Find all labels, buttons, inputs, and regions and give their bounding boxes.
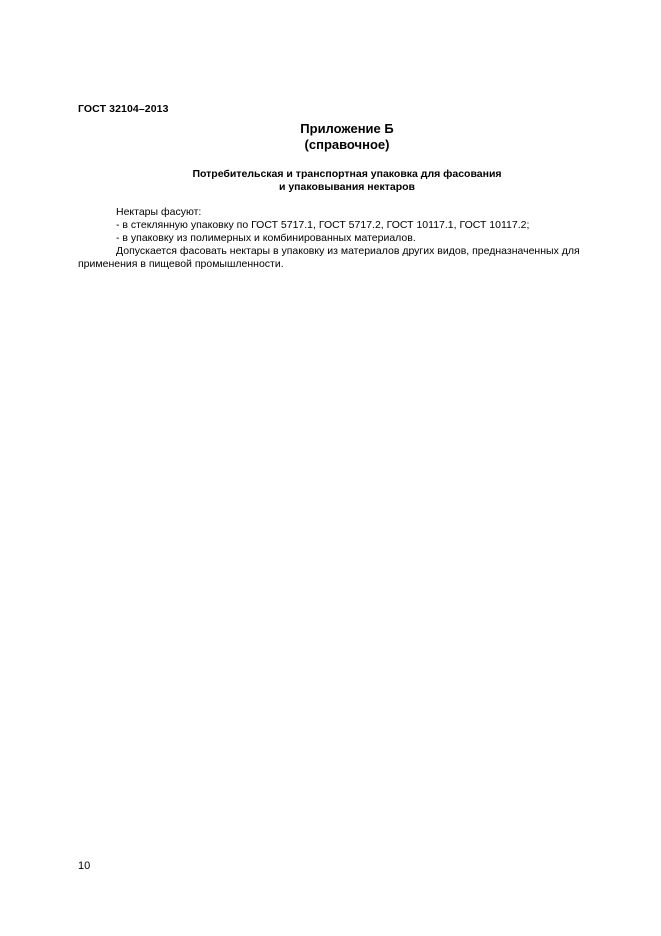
section-title-line-1: Потребительская и транспортная упаковка для фасования [192, 168, 502, 180]
section-title-line-2: и упаковывания нектаров [278, 181, 416, 193]
appendix-heading [0, 121, 661, 153]
list-item-polymer: - в упаковку из полимерных и комбинированных материалов. [116, 232, 416, 244]
paragraph-intro: Нектары фасуют: [116, 206, 202, 218]
document-code: ГОСТ 32104–2013 [78, 103, 169, 115]
appendix-subtitle: (справочное) [304, 137, 390, 152]
list-item-glass: - в стеклянную упаковку по ГОСТ 5717.1, ГОСТ 5717.2, ГОСТ 10117.1, ГОСТ 10117.2; [116, 219, 530, 231]
page-number: 10 [78, 860, 91, 872]
paragraph-other-materials: Допускается фасовать нектары в упаковку из материалов других видов, предназначенных для применения в пищевой промышленности. [78, 245, 580, 270]
appendix-title: Приложение Б [300, 121, 394, 136]
body-text [78, 206, 618, 271]
section-title [0, 168, 661, 194]
